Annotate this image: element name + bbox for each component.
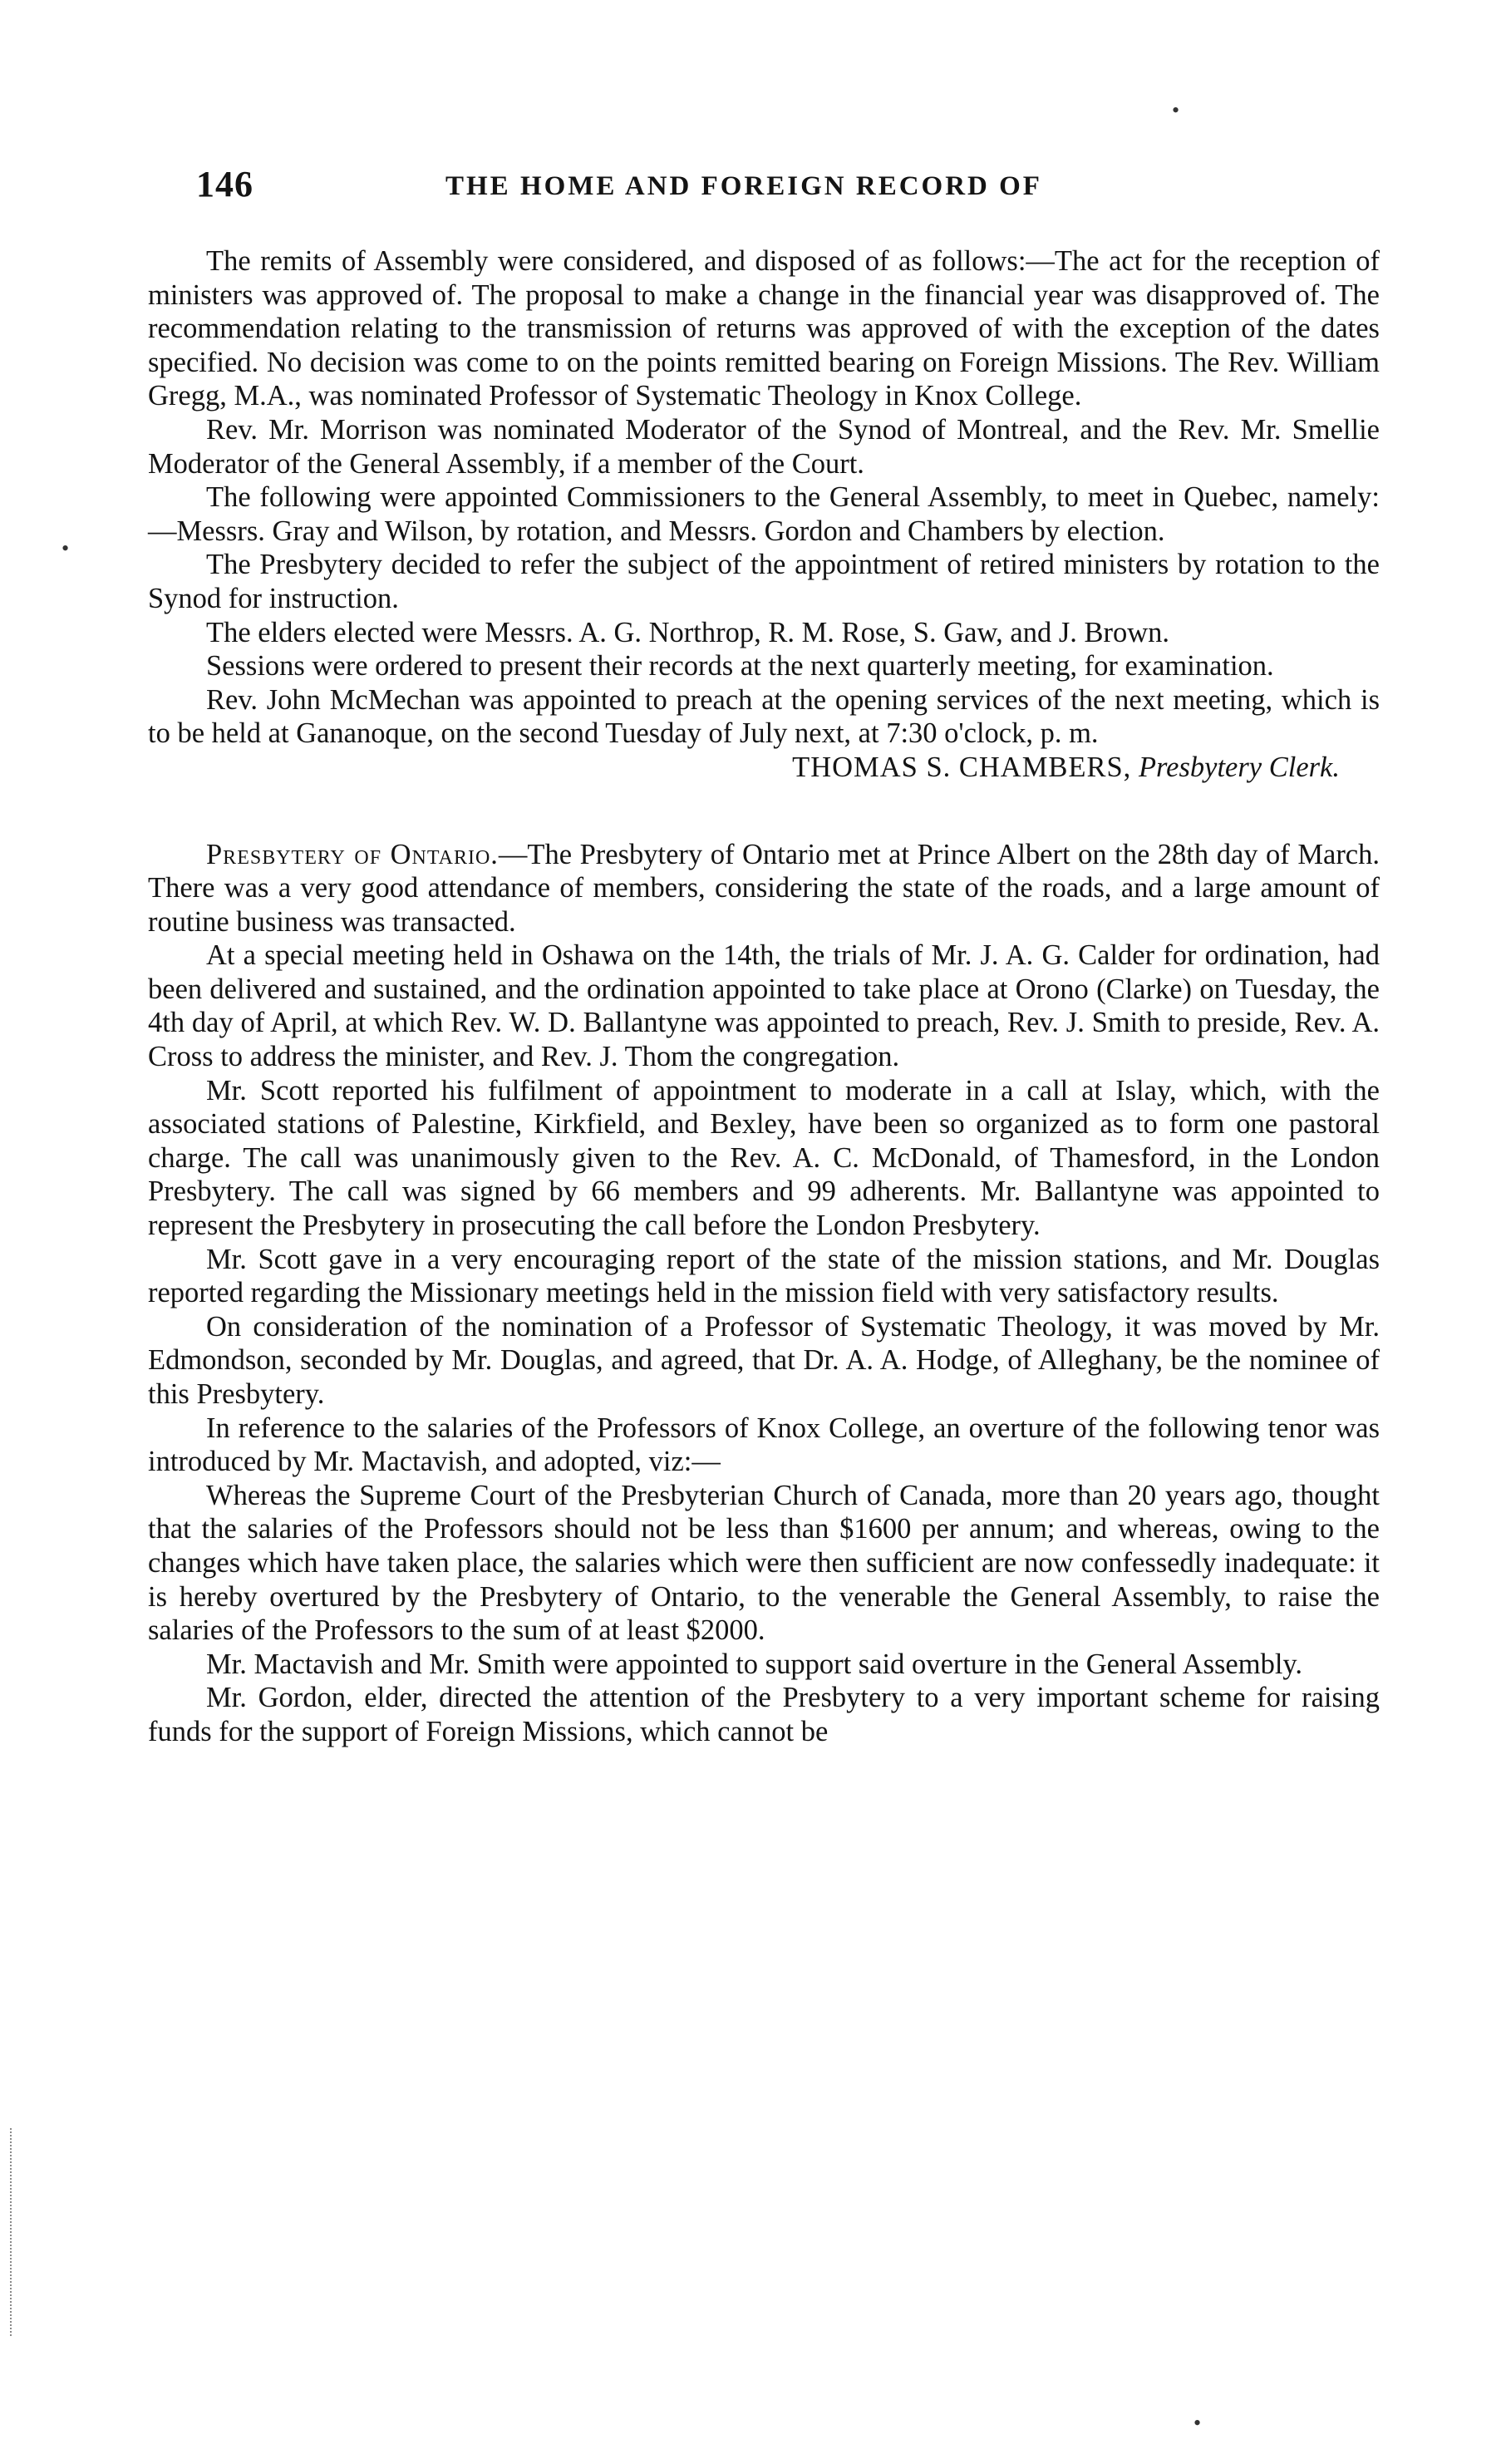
page-header [196,163,1401,213]
page-number: 146 [196,164,253,205]
paragraph: Rev. John McMechan was appointed to preach at the opening services of the next meeting, which is to be held at Gananoque, on the second Tuesday of July next, at 7:30 o'clock, p. m. [148,683,1380,750]
paragraph: The remits of Assembly were considered, and disposed of as follows:—The act for the reception of ministers was approved of. The proposal to make a change in the financial year was disapproved of. The recommendation relating to the transmission of returns was approved of with the exception of the dates specified. No decision was come to on the points remitted bearing on Foreign Missions. The Rev. William Gregg, M.A., was nominated Professor of Systematic Theology in Knox College. [148,245,1380,412]
paragraph: Mr. Scott reported his fulfilment of appointment to moderate in a call at Islay, which, with the associated stations of Palestine, Kirkfield, and Bexley, have been so organized as to form one pastoral charge. The call was unanimously given to the Rev. A. C. McDonald, of Thamesford, in the London Presbytery. The call was signed by 66 members and 99 adherents. Mr. Ballantyne was appointed to represent the Presbytery in prosecuting the call before the London Presbytery. [148,1074,1380,1242]
section-opening-paragraph [148,838,1380,939]
running-title: THE HOME AND FOREIGN RECORD OF [445,171,1042,201]
signature-line [148,751,1380,785]
signature-name: THOMAS S. CHAMBERS, [792,751,1132,783]
paragraph: On consideration of the nomination of a Professor of Systematic Theology, it was moved by Mr. Edmondson, seconded by Mr. Douglas, and agreed, that Dr. A. A. Hodge, of Alleghany, be the nominee of this Presbytery. [148,1310,1380,1410]
paragraph: At a special meeting held in Oshawa on the 14th, the trials of Mr. J. A. G. Calder for ordination, had been delivered and sustained, and the ordination appointed to take place at Orono (Clarke) on Tuesday, the 4th day of April, at which Rev. W. D. Ballantyne was appointed to preach, Rev. J. Smith to preside, Rev. A. Cross to address the minister, and Rev. J. Thom the congregation. [148,939,1380,1073]
paragraph: Mr. Scott gave in a very encouraging report of the state of the mission stations, and Mr. Douglas reported regarding the Missionary meetings held in the mission field with very satisfactory results. [148,1243,1380,1309]
paragraph: The elders elected were Messrs. A. G. Northrop, R. M. Rose, S. Gaw, and J. Brown. [206,616,1170,648]
section-divider [148,785,1380,838]
signature-title: Presbytery Clerk. [1138,751,1340,783]
paragraph: The following were appointed Commissioners to the General Assembly, to meet in Quebec, namely:—Messrs. Gray and Wilson, by rotation, and Messrs. Gordon and Chambers by election. [148,481,1380,547]
paragraph: Sessions were ordered to present their records at the next quarterly meeting, for examination. [206,650,1274,683]
paragraph: Whereas the Supreme Court of the Presbyterian Church of Canada, more than 20 years ago, thought that the salaries of the Professors should not be less than $1600 per annum; and whereas, owing to the changes which have taken place, the salaries which were then sufficient are now confessedly inadequate: it is hereby overtured by the Presbytery of Ontario, to the venerable the General Assembly, to raise the salaries of the Professors to the sum of at least $2000. [148,1479,1380,1647]
paragraph: The Presbytery decided to refer the subject of the appointment of retired ministers by rotation to the Synod for instruction. [148,549,1380,614]
ink-speck-mark: • [1172,98,1180,122]
paragraph: Rev. Mr. Morrison was nominated Moderator of the Synod of Montreal, and the Rev. Mr. Smellie Moderator of the General Assembly, if a member of the Court. [148,413,1380,480]
paragraph: Mr. Mactavish and Mr. Smith were appointed to support said overture in the General Assembly. [206,1648,1303,1680]
section-opening-text: —The Presbytery of Ontario met at Prince Albert on the 28th day of March. There was a very good attendance of members, considering the state of the roads, and a large amount of routine business was transacted. [148,838,1380,938]
section-heading: Presbytery of Ontario. [206,838,499,870]
margin-scan-artifact [10,2128,37,2336]
ink-speck-mark: • [62,536,70,560]
paragraph: Mr. Gordon, elder, directed the attention of the Presbytery to a very important scheme for raising funds for the support of Foreign Missions, which cannot be [148,1682,1380,1747]
paragraph: In reference to the salaries of the Professors of Knox College, an overture of the following tenor was introduced by Mr. Mactavish, and adopted, viz:— [148,1412,1380,1478]
article-body [148,244,1380,1749]
ink-speck-mark: • [1193,2411,1202,2435]
